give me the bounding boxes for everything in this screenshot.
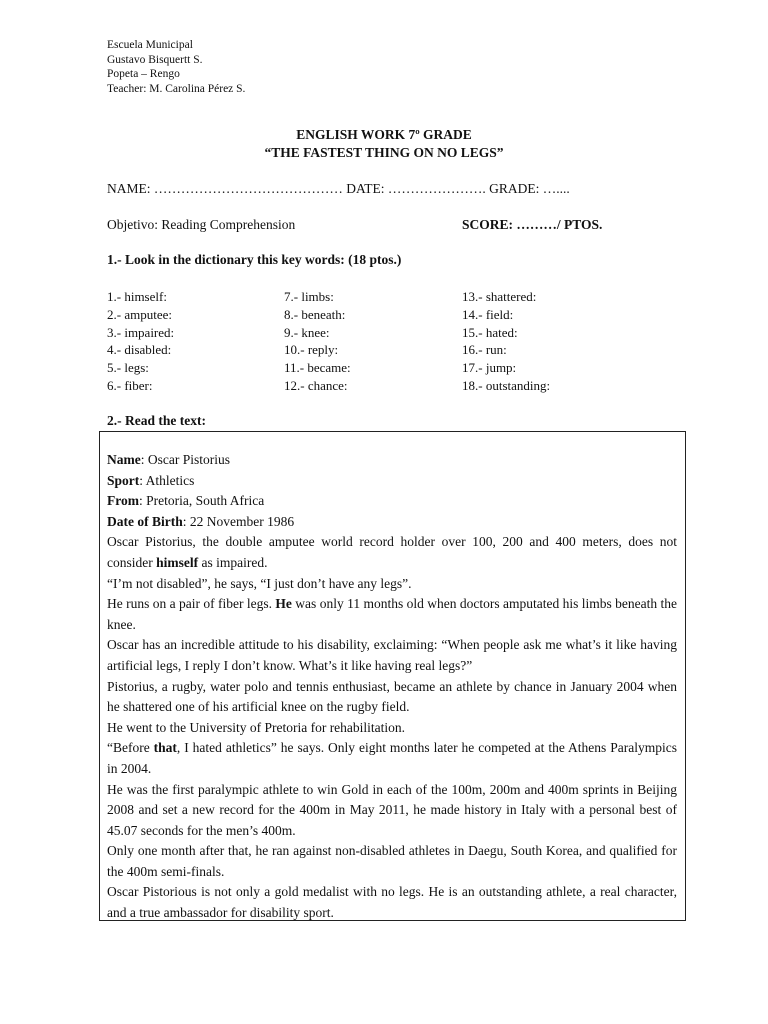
teacher-name: Teacher: M. Carolina Pérez S. xyxy=(107,82,246,95)
keyword-item: 5.- legs: xyxy=(107,360,149,376)
key-word: He xyxy=(275,596,292,612)
story-paragraph: Oscar has an incredible attitude to his disability, exclaiming: “When people ask me what’s it like having artificial legs, I reply I don’t know. What’s it like having real legs?” xyxy=(107,637,677,673)
story-paragraph: Pistorius, a rugby, water polo and tennis enthusiast, became an athlete by chance in January 2004 when he shattered one of his artificial knee on the rugby field. xyxy=(107,678,677,715)
profile-value: : 22 November 1986 xyxy=(182,513,295,529)
profile-sport xyxy=(107,471,677,492)
story-paragraph: “I’m not disabled”, he says, “I just don’t have any legs”. xyxy=(107,575,412,591)
keyword-column-2 xyxy=(284,288,351,395)
profile-label: Name xyxy=(107,452,141,467)
profile-label: From xyxy=(107,493,139,509)
profile-label: Sport xyxy=(107,472,140,488)
story-paragraph: He went to the University of Pretoria for rehabilitation. xyxy=(107,719,406,735)
keyword-item: 11.- became: xyxy=(284,360,351,376)
profile-value: : Oscar Pistorius xyxy=(140,452,230,467)
keyword-item: 9.- knee: xyxy=(284,324,330,340)
keyword-item: 1.- himself: xyxy=(107,289,167,304)
section-1-heading: 1.- Look in the dictionary this key words: (18 ptos.) xyxy=(107,252,402,267)
keyword-column-3 xyxy=(462,288,550,395)
reading-text-box xyxy=(99,431,686,921)
keyword-item: 17.- jump: xyxy=(462,360,517,376)
key-word: himself xyxy=(156,554,199,570)
keyword-column-1 xyxy=(107,288,174,395)
keyword-item: 14.- field: xyxy=(462,306,514,322)
objective-text: Objetivo: Reading Comprehension xyxy=(107,217,296,232)
section-2-heading: 2.- Read the text: xyxy=(107,413,206,428)
keyword-item: 12.- chance: xyxy=(284,377,348,393)
story-paragraph: He was the first paralympic athlete to win Gold in each of the 100m, 200m and 400m sprints in Beijing 2008 and set a new record for the 400m in May 2011, he made history in Italy with a personal best of 45.07 seconds for the men’s 400m. xyxy=(107,781,677,838)
reading-text xyxy=(107,450,677,924)
keyword-item: 6.- fiber: xyxy=(107,377,153,393)
story-paragraph: Oscar Pistorious is not only a gold medalist with no legs. He is an outstanding athlete, a real character, and a true ambassador for disability sport. xyxy=(107,884,677,921)
story-paragraph: “Before that, I hated athletics” he says. Only eight months later he competed at the Athens Paralympics in 2004. xyxy=(107,740,677,776)
school-name: Gustavo Bisquertt S. xyxy=(107,53,203,66)
worksheet-title: ENGLISH WORK 7º GRADE xyxy=(296,127,472,142)
school-location: Popeta – Rengo xyxy=(107,68,180,80)
story-paragraph: Only one month after that, he ran against non-disabled athletes in Daegu, South Korea, and qualified for the 400m semi-finals. xyxy=(107,843,677,879)
objective-row xyxy=(107,217,707,233)
keyword-item: 3.- impaired: xyxy=(107,324,175,340)
profile-from xyxy=(107,491,677,512)
profile-label: Date of Birth xyxy=(107,513,183,529)
profile-value: : Athletics xyxy=(139,472,195,488)
keyword-item: 7.- limbs: xyxy=(284,289,334,304)
score-field: SCORE: ………/ PTOS. xyxy=(462,217,603,232)
keyword-item: 10.- reply: xyxy=(284,342,339,358)
story-paragraph: Oscar Pistorius, the double amputee world record holder over 100, 200 and 400 meters, does not consider himself as impaired. xyxy=(107,534,677,570)
school-label: Escuela Municipal xyxy=(107,39,193,51)
keyword-item: 2.- amputee: xyxy=(107,306,172,322)
keyword-item: 4.- disabled: xyxy=(107,342,172,358)
worksheet-subtitle: “THE FASTEST THING ON NO LEGS” xyxy=(264,145,504,160)
profile-value: : Pretoria, South Africa xyxy=(139,493,265,509)
profile-dob xyxy=(107,512,677,533)
story-paragraph: He runs on a pair of fiber legs. He was only 11 months old when doctors amputated his limbs beneath the knee. xyxy=(107,596,677,632)
school-header xyxy=(107,38,245,96)
keyword-item: 15.- hated: xyxy=(462,324,518,340)
keyword-item: 18.- outstanding: xyxy=(462,377,551,393)
keyword-item: 13.- shattered: xyxy=(462,289,537,304)
keyword-item: 8.- beneath: xyxy=(284,306,346,322)
key-word: that xyxy=(153,740,177,756)
keyword-item: 16.- run: xyxy=(462,342,507,358)
profile-name xyxy=(107,450,677,471)
student-info-row: NAME: …………………………………… DATE: …………………. GRADE: ….... xyxy=(107,181,570,196)
